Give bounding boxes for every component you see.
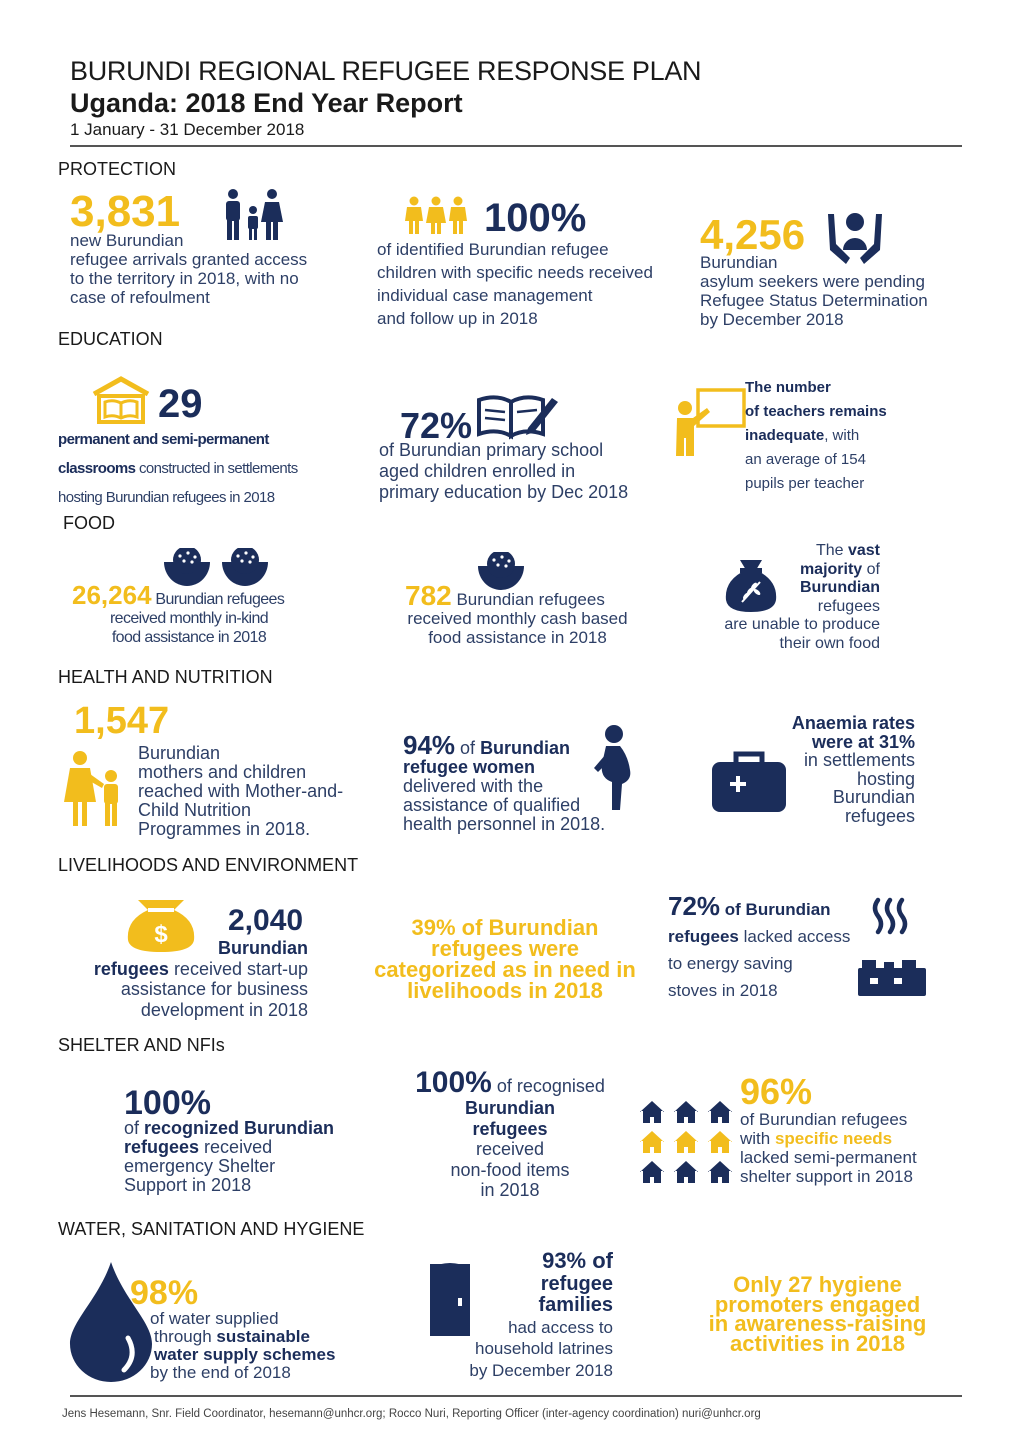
section-education: EDUCATION <box>58 329 163 349</box>
education-classrooms-text: permanent and semi-permanent classrooms constructed in settlements hosting Burundian refugees in 2018 <box>58 431 298 506</box>
health-anaemia-text: Anaemia rates were at 31% in settlements hosting Burundian refugees <box>791 713 915 826</box>
report-subtitle: Uganda: 2018 End Year Report <box>70 88 463 118</box>
shelter-emergency-value: 100% <box>124 1084 211 1122</box>
protection-arrivals-value: 3,831 <box>70 187 181 236</box>
section-health: HEALTH AND NUTRITION <box>58 667 273 687</box>
pregnant-woman-icon <box>590 724 640 812</box>
livelihoods-startup-text: Burundian refugees received start-up assistance for business development in 2018 <box>93 938 308 1020</box>
shelter-nfi-text: 100% of recognised Burundian refugees received non-food items in 2018 <box>415 1066 605 1200</box>
section-livelihoods: LIVELIHOODS AND ENVIRONMENT <box>58 855 359 875</box>
health-nutrition-value: 1,547 <box>74 700 170 742</box>
education-enrolment-value: 72% <box>400 405 473 446</box>
protection-arrivals-text: new Burundian refugee arrivals granted access to the territory in 2018, with no case of refoulment <box>70 231 308 307</box>
shelter-emergency-text: of recognized Burundian refugees received emergency Shelter Support in 2018 <box>124 1118 335 1195</box>
footer-divider <box>70 1395 962 1397</box>
wash-latrine-text: 93% of refugee families had access to household latrines by December 2018 <box>469 1248 613 1380</box>
education-classrooms-value: 29 <box>158 382 203 426</box>
food-inkind-value: 26,264 <box>72 580 152 610</box>
house-icon <box>640 1101 732 1123</box>
classroom-house-icon <box>92 376 150 426</box>
wash-water-text: of water supplied through sustainable water supply schemes by the end of 2018 <box>150 1309 336 1382</box>
health-delivery-value: 94% <box>403 730 456 760</box>
food-production-text: The vast majority of Burundian refugees are unable to produce their own food <box>724 542 880 652</box>
houses-grid <box>640 1100 736 1186</box>
report-title: BURUNDI REGIONAL REFUGEE RESPONSE PLAN <box>70 56 702 86</box>
footer-contacts: Jens Hesemann, Snr. Field Coordinator, hesemann@unhcr.org; Rocco Nuri, Reporting Officer (inter-agency coordination) nuri@unhcr.org <box>62 1408 761 1420</box>
education-teachers-text: The number of teachers remains inadequate, with an average of 154 pupils per teacher <box>745 379 887 492</box>
mother-child-icon <box>64 750 126 828</box>
teacher-icon <box>676 388 748 456</box>
shelter-specific-text: of Burundian refugees with specific needs lacked semi-permanent shelter support in 2018 <box>740 1110 917 1186</box>
protection-asylum-value: 4,256 <box>700 211 806 258</box>
health-nutrition-text: Burundian mothers and children reached with Mother-and- Child Nutrition Programmes in 2018. <box>138 743 344 839</box>
livelihoods-stoves-value: 72% <box>668 891 721 921</box>
food-inkind-line1: 26,264 Burundian refugees <box>72 580 285 610</box>
book-pen-icon <box>476 390 562 440</box>
health-delivery-text: 94% of Burundian refugee women delivered with the assistance of qualified health personnel in 2018. <box>403 730 606 834</box>
livelihoods-stoves-text: 72% of Burundian refugees lacked access to energy saving stoves in 2018 <box>668 891 851 1000</box>
food-inkind-text: received monthly in-kind food assistance in 2018 <box>109 610 269 646</box>
protection-children-value: 100% <box>484 196 587 240</box>
house-icon <box>640 1131 732 1153</box>
livelihoods-need-text: 39% of Burundian refugees were categorized as in need in livelihoods in 2018 <box>374 915 636 1003</box>
wash-hygiene-text: Only 27 hygiene promoters engaged in awareness-raising activities in 2018 <box>708 1272 927 1356</box>
section-protection: PROTECTION <box>58 159 177 179</box>
shelter-specific-value: 96% <box>740 1071 813 1112</box>
food-cash-line1: 782 Burundian refugees <box>405 580 605 611</box>
food-cash-text: received monthly cash based food assistance in 2018 <box>407 609 628 647</box>
stove-icon <box>858 896 928 996</box>
children-icon <box>404 196 468 236</box>
section-food: FOOD <box>63 513 115 533</box>
house-icon <box>640 1161 732 1183</box>
report-date-range: 1 January - 31 December 2018 <box>70 120 305 139</box>
section-wash: WATER, SANITATION AND HYGIENE <box>58 1219 365 1239</box>
header-divider <box>70 145 962 147</box>
shelter-nfi-value: 100% <box>415 1066 492 1099</box>
education-enrolment-text: of Burundian primary school aged children enrolled in primary education by Dec 2018 <box>379 440 629 502</box>
svg-text:$: $ <box>154 921 168 948</box>
section-shelter: SHELTER AND NFIs <box>58 1035 225 1055</box>
livelihoods-startup-value: 2,040 <box>228 904 304 937</box>
medical-kit-icon <box>710 748 788 814</box>
wash-water-value: 98% <box>130 1274 199 1312</box>
food-cash-value: 782 <box>405 580 452 611</box>
protection-asylum-text: Burundian asylum seekers were pending Refugee Status Determination by December 2018 <box>700 253 928 329</box>
protection-children-text: of identified Burundian refugee children with specific needs received individual case management and follow up in 2018 <box>377 240 653 328</box>
